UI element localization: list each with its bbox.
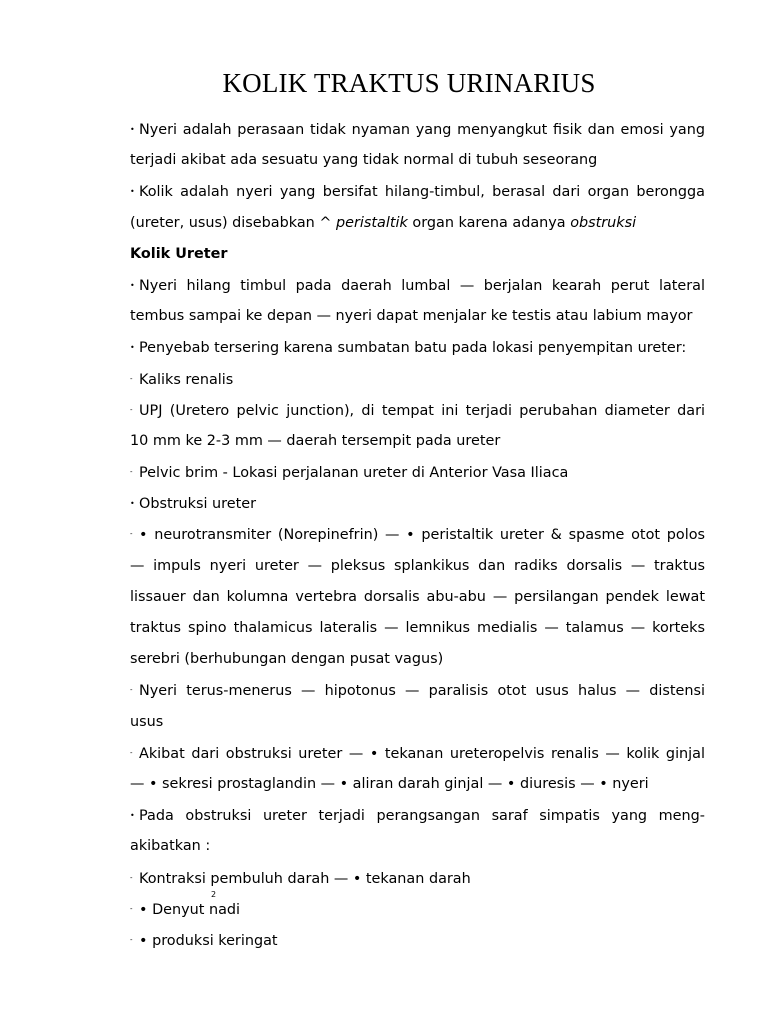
bullet-marker: •	[130, 125, 135, 134]
paragraph-line: tembus sampai ke depan — nyeri dapat menjalar ke testis atau labium mayor	[130, 308, 693, 325]
document-body	[130, 114, 705, 956]
paragraph-line: • Obstruksi ureter	[130, 488, 705, 519]
paragraph-line: akibatkan :	[130, 838, 211, 855]
dash-marker: -	[130, 468, 133, 477]
dash-marker: -	[130, 374, 133, 383]
list-item: - Nyeri terus-menerus — hipotonus — paralisis otot usus halus — distensi	[130, 675, 705, 706]
paragraph-line: terjadi akibat ada sesuatu yang tidak normal di tubuh seseorang	[130, 152, 598, 169]
paragraph-line: serebri (berhubungan dengan pusat vagus)	[130, 651, 444, 668]
dash-marker: -	[130, 748, 133, 757]
page-number: 2	[211, 890, 217, 899]
paragraph-line: — • sekresi prostaglandin — • aliran darah ginjal — • diuresis — • nyeri	[130, 775, 649, 792]
paragraph-line: traktus spino thalamicus lateralis — lemnikus medialis — talamus — korteks	[130, 620, 705, 636]
paragraph-line: (ureter, usus) disebabkan ^ peristaltik organ karena adanya obstruksi	[130, 214, 637, 231]
list-item: - Kontraksi pembuluh darah — • tekanan darah	[130, 863, 705, 894]
paragraph-line: 10 mm ke 2-3 mm — daerah tersempit pada ureter	[130, 432, 501, 449]
paragraph-line: • Penyebab tersering karena sumbatan batu pada lokasi penyempitan ureter:	[130, 332, 705, 363]
paragraph-line: • Nyeri adalah perasaan tidak nyaman yang menyangkut fisik dan emosi yang	[130, 114, 705, 145]
list-item: - Akibat dari obstruksi ureter — • tekanan ureteropelvis renalis — kolik ginjal	[130, 738, 705, 769]
bullet-marker: •	[130, 187, 135, 197]
paragraph-line: usus	[130, 713, 164, 730]
list-item: - • Denyut nadi	[130, 894, 705, 925]
dash-marker: -	[130, 530, 133, 539]
page-title: KOLIK TRAKTUS URINARIUS	[222, 68, 596, 98]
dash-marker: -	[130, 935, 133, 944]
bullet-marker: •	[130, 811, 135, 821]
list-item: - Kaliks renalis	[130, 364, 705, 395]
dash-marker: -	[130, 873, 133, 882]
paragraph-line: • Nyeri hilang timbul pada daerah lumbal — berjalan kearah perut lateral	[130, 270, 705, 301]
paragraph-line: lissauer dan kolumna vertebra dorsalis abu-abu — persilangan pendek lewat	[130, 588, 705, 605]
paragraph-line: • Pada obstruksi ureter terjadi perangsangan saraf simpatis yang meng-	[130, 800, 705, 831]
list-item: - Pelvic brim - Lokasi perjalanan ureter di Anterior Vasa Iliaca	[130, 457, 705, 488]
paragraph-line: • Kolik adalah nyeri yang bersifat hilang-timbul, berasal dari organ berongga	[130, 176, 705, 207]
dash-marker: -	[130, 686, 133, 695]
bullet-marker: •	[130, 280, 135, 290]
dash-marker: -	[130, 904, 133, 913]
section-heading: Kolik Ureter	[130, 245, 228, 262]
list-item: - UPJ (Uretero pelvic junction), di tempat ini terjadi perubahan diameter dari	[130, 395, 705, 426]
bullet-marker: •	[130, 499, 135, 509]
list-item: - • neurotransmiter (Norepinefrin) — • peristaltik ureter & spasme otot polos	[130, 519, 705, 550]
dash-marker: -	[130, 405, 133, 414]
list-item: - • produksi keringat	[130, 925, 705, 956]
paragraph-line: — impuls nyeri ureter — pleksus splankikus dan radiks dorsalis — traktus	[130, 557, 705, 574]
bullet-marker: •	[130, 343, 135, 353]
